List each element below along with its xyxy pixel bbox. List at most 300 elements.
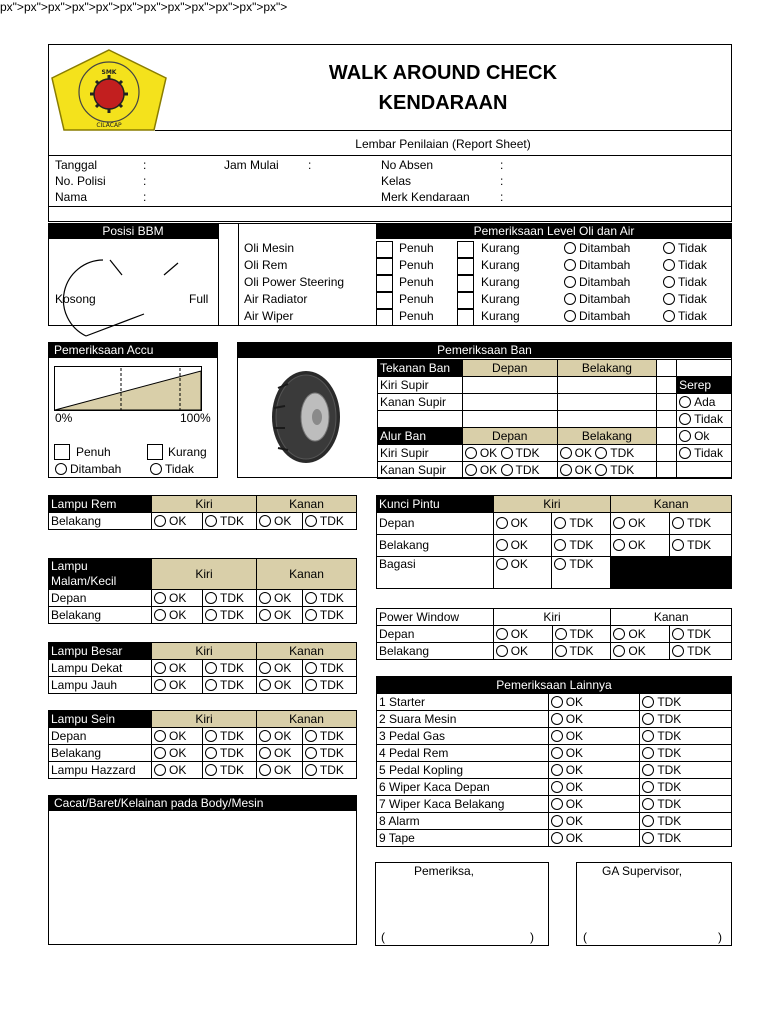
radio-icon[interactable]: [551, 747, 563, 759]
oli-penuh-label: Penuh: [399, 258, 434, 272]
oli-kurang-checkbox[interactable]: [457, 309, 474, 326]
ok-option[interactable]: [548, 745, 640, 762]
tdk-option[interactable]: [640, 813, 732, 830]
radio-icon[interactable]: [554, 558, 566, 570]
oli-ditambah-option[interactable]: [564, 241, 630, 256]
oli-ditambah-label: Ditambah: [579, 258, 631, 272]
radio-icon[interactable]: [555, 645, 567, 657]
accu-level-chart: [54, 366, 204, 414]
radio-icon[interactable]: [259, 515, 271, 527]
ok-option[interactable]: [152, 607, 203, 624]
tdk-option[interactable]: [203, 513, 257, 530]
tdk-option[interactable]: [640, 728, 732, 745]
accu-penuh-checkbox[interactable]: [54, 444, 70, 460]
tdk-option[interactable]: [640, 711, 732, 728]
empty-cell: [378, 411, 463, 428]
divider: [155, 130, 732, 131]
alur-kanan-depan[interactable]: [462, 462, 557, 479]
radio-icon[interactable]: [554, 539, 566, 551]
row-label: Lampu Hazzard: [49, 762, 152, 779]
label-no-absen: No Absen: [381, 158, 434, 172]
oli-penuh-checkbox[interactable]: [376, 258, 393, 275]
accu-hundred-label: 100%: [180, 411, 211, 425]
oli-item: Oli Mesin: [244, 241, 295, 255]
row-label: Depan: [49, 728, 152, 745]
oli-ditambah-option[interactable]: [564, 309, 630, 324]
tdk-option[interactable]: [640, 694, 732, 711]
radio-icon[interactable]: [259, 747, 271, 759]
radio-icon[interactable]: [551, 696, 563, 708]
radio-icon[interactable]: [551, 764, 563, 776]
tdk-option[interactable]: [203, 660, 257, 677]
svg-text:CILACAP: CILACAP: [96, 122, 122, 129]
accu-kurang-checkbox[interactable]: [147, 444, 163, 460]
tdk-option[interactable]: [203, 728, 257, 745]
alur-kanan-belakang[interactable]: [557, 462, 657, 479]
tdk-option[interactable]: [552, 513, 611, 535]
oli-tidak-option[interactable]: [663, 309, 707, 324]
tdk-option[interactable]: [302, 590, 356, 607]
ok-label: OK: [274, 660, 292, 675]
oli-tidak-option[interactable]: [663, 241, 707, 256]
radio-icon[interactable]: [564, 242, 576, 254]
colon: :: [500, 158, 504, 172]
ok-option[interactable]: [548, 762, 640, 779]
radio-icon[interactable]: [496, 628, 508, 640]
tdk-option[interactable]: [640, 779, 732, 796]
tdk-option[interactable]: [302, 607, 356, 624]
oli-tidak-option[interactable]: [663, 292, 707, 307]
radio-icon[interactable]: [642, 764, 654, 776]
tdk-label: TDK: [657, 711, 682, 726]
radio-icon[interactable]: [259, 662, 271, 674]
radio-icon[interactable]: [551, 798, 563, 810]
oli-title: Pemeriksaan Level Oli dan Air: [376, 223, 732, 239]
radio-icon[interactable]: [305, 515, 317, 527]
ok-option[interactable]: [257, 762, 303, 779]
radio-icon[interactable]: [663, 293, 675, 305]
empty-cell: [657, 428, 677, 445]
radio-icon[interactable]: [642, 815, 654, 827]
oli-penuh-checkbox[interactable]: [376, 275, 393, 292]
oli-kurang-checkbox[interactable]: [457, 241, 474, 258]
radio-icon[interactable]: [305, 730, 317, 742]
radio-icon[interactable]: [672, 539, 684, 551]
tdk-label: TDK: [220, 762, 244, 777]
radio-icon[interactable]: [154, 747, 166, 759]
ok-label: OK: [274, 745, 292, 760]
radio-icon[interactable]: [642, 747, 654, 759]
accu-tidak-option[interactable]: [150, 462, 194, 477]
ok-option[interactable]: [493, 535, 552, 557]
accu-zero-label: 0%: [55, 411, 73, 425]
radio-icon[interactable]: [642, 832, 654, 844]
alur-kiri-belakang[interactable]: [557, 445, 657, 462]
radio-icon[interactable]: [642, 730, 654, 742]
row-label: Belakang: [377, 643, 494, 660]
radio-icon[interactable]: [642, 781, 654, 793]
radio-icon[interactable]: [679, 430, 691, 442]
radio-icon[interactable]: [554, 517, 566, 529]
radio-icon[interactable]: [154, 679, 166, 691]
oli-penuh-label: Penuh: [399, 275, 434, 289]
radio-icon[interactable]: [154, 764, 166, 776]
ok-option[interactable]: [257, 745, 303, 762]
ok-option[interactable]: [257, 677, 303, 694]
tdk-option[interactable]: [203, 762, 257, 779]
tdk-label: TDK: [687, 626, 712, 641]
tdk-option[interactable]: [302, 513, 356, 530]
radio-icon[interactable]: [205, 764, 217, 776]
tekanan-kiri-belakang[interactable]: [557, 377, 657, 394]
tdk-option[interactable]: [302, 728, 356, 745]
oli-tidak-option[interactable]: [663, 258, 707, 273]
ok-option[interactable]: [257, 660, 303, 677]
tdk-option[interactable]: [640, 830, 732, 847]
tdk-label: TDK: [610, 445, 635, 460]
radio-icon[interactable]: [305, 662, 317, 674]
ok-label: OK: [565, 830, 584, 845]
paren-close: ): [718, 930, 722, 944]
radio-icon[interactable]: [613, 645, 625, 657]
oli-item: Oli Power Steering: [244, 275, 345, 289]
radio-icon[interactable]: [551, 730, 563, 742]
col-kanan: Kanan: [257, 496, 357, 513]
radio-icon[interactable]: [642, 798, 654, 810]
school-logo: [50, 48, 168, 140]
ok-label: OK: [479, 445, 498, 460]
oli-kurang-label: Kurang: [481, 241, 520, 255]
radio-icon[interactable]: [501, 447, 513, 459]
row-label: 6 Wiper Kaca Depan: [377, 779, 549, 796]
radio-icon[interactable]: [551, 832, 563, 844]
tdk-option[interactable]: [670, 513, 732, 535]
ok-option[interactable]: [548, 694, 640, 711]
oli-penuh-checkbox[interactable]: [376, 292, 393, 309]
row-kanan-supir: Kanan Supir: [378, 394, 463, 411]
body-check-box[interactable]: [48, 795, 357, 945]
radio-icon[interactable]: [205, 609, 217, 621]
tdk-option[interactable]: [203, 677, 257, 694]
ok-label: OK: [565, 796, 584, 811]
row-label: Belakang: [49, 607, 152, 624]
radio-icon[interactable]: [305, 764, 317, 776]
radio-icon[interactable]: [564, 276, 576, 288]
radio-icon[interactable]: [205, 592, 217, 604]
row-label: 3 Pedal Gas: [377, 728, 549, 745]
ok-option[interactable]: [493, 513, 552, 535]
radio-icon[interactable]: [305, 747, 317, 759]
tdk-option[interactable]: [552, 535, 611, 557]
tdk-option[interactable]: [640, 796, 732, 813]
oli-ditambah-option[interactable]: [564, 275, 630, 290]
oli-tidak-label: Tidak: [678, 309, 707, 323]
tdk-label: TDK: [319, 762, 344, 777]
serep-ada-option[interactable]: [677, 394, 732, 411]
ok-option[interactable]: [548, 728, 640, 745]
oli-kurang-checkbox[interactable]: [457, 275, 474, 292]
empty-cell: [677, 462, 732, 479]
ok-label: OK: [510, 516, 528, 530]
ok-label: OK: [169, 677, 187, 692]
ok-option[interactable]: [152, 745, 203, 762]
tdk-label: TDK: [220, 590, 244, 605]
alur-kiri-depan[interactable]: [462, 445, 557, 462]
radio-icon[interactable]: [564, 310, 576, 322]
radio-icon[interactable]: [154, 515, 166, 527]
empty-cell: [657, 462, 677, 479]
oli-penuh-checkbox[interactable]: [376, 309, 393, 326]
ok-option[interactable]: [257, 590, 303, 607]
label-nama: Nama: [55, 190, 88, 204]
radio-icon[interactable]: [496, 539, 508, 551]
col-kiri: Kiri: [152, 559, 257, 590]
radio-icon[interactable]: [613, 628, 625, 640]
ok-label: OK: [169, 513, 187, 528]
radio-icon[interactable]: [551, 815, 563, 827]
tdk-option[interactable]: [302, 660, 356, 677]
tdk-option[interactable]: [552, 557, 611, 589]
lampu-sein-table: [48, 710, 357, 779]
radio-icon[interactable]: [642, 696, 654, 708]
row-label: Bagasi: [377, 557, 494, 589]
table-title: Power Window: [377, 609, 494, 626]
radio-icon[interactable]: [205, 515, 217, 527]
ok-option[interactable]: [548, 796, 640, 813]
ok-option[interactable]: [493, 557, 552, 589]
oli-kurang-label: Kurang: [481, 292, 520, 306]
ok-label: OK: [274, 590, 292, 605]
radio-icon[interactable]: [259, 592, 271, 604]
radio-icon[interactable]: [154, 730, 166, 742]
ok-option[interactable]: [257, 607, 303, 624]
radio-icon[interactable]: [555, 628, 567, 640]
radio-icon[interactable]: [560, 464, 572, 476]
radio-icon[interactable]: [663, 259, 675, 271]
tdk-label: TDK: [657, 745, 682, 760]
oli-ditambah-label: Ditambah: [579, 275, 631, 289]
radio-icon[interactable]: [679, 413, 691, 425]
radio-icon[interactable]: [595, 464, 607, 476]
tdk-option[interactable]: [552, 626, 611, 643]
ban-table: [377, 359, 732, 479]
ok-label: OK: [565, 711, 584, 726]
radio-icon[interactable]: [564, 293, 576, 305]
ok-label: OK: [510, 557, 528, 571]
radio-icon[interactable]: [642, 713, 654, 725]
paren-open: (: [381, 930, 385, 944]
row-label: Lampu Dekat: [49, 660, 152, 677]
tdk-option[interactable]: [302, 677, 356, 694]
radio-icon[interactable]: [205, 730, 217, 742]
radio-icon[interactable]: [205, 747, 217, 759]
col-kiri: Kiri: [152, 496, 257, 513]
radio-icon[interactable]: [679, 447, 691, 459]
tdk-label: TDK: [569, 626, 594, 641]
tdk-label: TDK: [657, 813, 682, 828]
ok-option[interactable]: [152, 660, 203, 677]
tekanan-kanan-depan[interactable]: [462, 394, 557, 411]
row-label: 8 Alarm: [377, 813, 549, 830]
empty-cell: [677, 360, 732, 377]
tdk-label: TDK: [569, 538, 594, 552]
radio-icon[interactable]: [465, 464, 477, 476]
label-kelas: Kelas: [381, 174, 412, 188]
radio-icon[interactable]: [305, 592, 317, 604]
ok-label: OK: [169, 607, 187, 622]
tekanan-kanan-belakang[interactable]: [557, 394, 657, 411]
tdk-option[interactable]: [640, 745, 732, 762]
tdk-option[interactable]: [552, 643, 611, 660]
ok-option[interactable]: [611, 513, 670, 535]
lampu-malam-table: [48, 558, 357, 624]
ok-option[interactable]: [548, 813, 640, 830]
tdk-label: TDK: [319, 745, 344, 760]
accu-ditambah-option[interactable]: [55, 462, 121, 477]
blocked-cell: [611, 557, 732, 589]
ok-option[interactable]: [611, 643, 670, 660]
tdk-option[interactable]: [640, 762, 732, 779]
oli-kurang-label: Kurang: [481, 275, 520, 289]
radio-icon[interactable]: [259, 764, 271, 776]
tdk-option[interactable]: [670, 643, 732, 660]
radio-icon[interactable]: [259, 679, 271, 691]
table-title: Pemeriksaan Lainnya: [377, 677, 732, 694]
oli-penuh-checkbox[interactable]: [376, 241, 393, 258]
row-label: 5 Pedal Kopling: [377, 762, 549, 779]
radio-icon[interactable]: [551, 781, 563, 793]
tdk-label: TDK: [657, 796, 682, 811]
paren-close: ): [530, 930, 534, 944]
tdk-option[interactable]: [302, 745, 356, 762]
ok-option[interactable]: [611, 535, 670, 557]
radio-icon[interactable]: [154, 662, 166, 674]
radio-icon[interactable]: [595, 447, 607, 459]
col-depan: Depan: [462, 360, 557, 377]
radio-icon[interactable]: [496, 517, 508, 529]
ok-option[interactable]: [152, 762, 203, 779]
row-label: Depan: [49, 590, 152, 607]
ok-label: OK: [169, 762, 187, 777]
row-label: Lampu Jauh: [49, 677, 152, 694]
tdk-label: TDK: [687, 538, 712, 552]
ok-option[interactable]: [152, 590, 203, 607]
radio-icon[interactable]: [205, 662, 217, 674]
radio-icon[interactable]: [496, 645, 508, 657]
tdk-label: TDK: [220, 677, 244, 692]
tdk-label: TDK: [319, 677, 344, 692]
ok-label: OK: [565, 762, 584, 777]
radio-icon[interactable]: [551, 713, 563, 725]
radio-icon[interactable]: [150, 463, 162, 475]
radio-icon[interactable]: [55, 463, 67, 475]
radio-icon[interactable]: [560, 447, 572, 459]
tdk-option[interactable]: [302, 762, 356, 779]
tdk-option[interactable]: [203, 745, 257, 762]
radio-icon[interactable]: [305, 609, 317, 621]
ok-option[interactable]: [548, 779, 640, 796]
ok-option[interactable]: [152, 513, 203, 530]
ok-label: OK: [510, 626, 529, 641]
ok-option[interactable]: [152, 728, 203, 745]
serep-ok-option[interactable]: [677, 428, 732, 445]
ok-option[interactable]: [152, 677, 203, 694]
col-belakang: Belakang: [557, 428, 657, 445]
oli-kurang-checkbox[interactable]: [457, 292, 474, 309]
radio-icon[interactable]: [496, 558, 508, 570]
radio-icon[interactable]: [154, 609, 166, 621]
radio-icon[interactable]: [663, 242, 675, 254]
radio-icon[interactable]: [672, 645, 684, 657]
tdk-label: TDK: [657, 830, 682, 845]
radio-icon[interactable]: [672, 628, 684, 640]
row-label: Belakang: [377, 535, 494, 557]
ok-option[interactable]: [611, 626, 670, 643]
ok-option[interactable]: [548, 830, 640, 847]
radio-icon[interactable]: [154, 592, 166, 604]
ok-option[interactable]: [257, 728, 303, 745]
tdk-option[interactable]: [203, 607, 257, 624]
radio-icon[interactable]: [613, 517, 625, 529]
oli-ditambah-option[interactable]: [564, 258, 630, 273]
radio-icon[interactable]: [465, 447, 477, 459]
serep-tidak-option[interactable]: [677, 411, 732, 428]
oli-kurang-checkbox[interactable]: [457, 258, 474, 275]
table-title: Lampu Besar: [49, 643, 152, 660]
radio-icon[interactable]: [663, 276, 675, 288]
serep-tidak-option[interactable]: [677, 445, 732, 462]
tdk-option[interactable]: [203, 590, 257, 607]
radio-icon[interactable]: [501, 464, 513, 476]
ok-label: OK: [169, 745, 187, 760]
tdk-label: TDK: [319, 513, 344, 528]
serep-tidak-label: Tidak: [694, 445, 723, 460]
radio-icon[interactable]: [564, 259, 576, 271]
oli-ditambah-option[interactable]: [564, 292, 630, 307]
tekanan-kiri-depan[interactable]: [462, 377, 557, 394]
tdk-label: TDK: [220, 660, 244, 675]
colon: :: [143, 190, 147, 204]
colon: :: [308, 158, 312, 172]
label-tanggal: Tanggal: [55, 158, 98, 172]
ok-label: OK: [565, 728, 584, 743]
radio-icon[interactable]: [672, 517, 684, 529]
ok-option[interactable]: [548, 711, 640, 728]
radio-icon[interactable]: [663, 310, 675, 322]
radio-icon[interactable]: [259, 730, 271, 742]
oli-tidak-option[interactable]: [663, 275, 707, 290]
row-label: 7 Wiper Kaca Belakang: [377, 796, 549, 813]
tdk-label: TDK: [687, 643, 712, 658]
ok-option[interactable]: [493, 626, 552, 643]
accu-title: Pemeriksaan Accu: [48, 342, 218, 358]
radio-icon[interactable]: [679, 396, 691, 408]
ok-option[interactable]: [493, 643, 552, 660]
empty-cell: [657, 411, 677, 428]
table-title: Kunci Pintu: [377, 496, 494, 513]
radio-icon[interactable]: [205, 679, 217, 691]
subtitle: Lembar Penilaian (Report Sheet): [355, 137, 531, 151]
col-kanan: Kanan: [257, 643, 357, 660]
colon: :: [500, 174, 504, 188]
tdk-label: TDK: [220, 728, 244, 743]
tdk-option[interactable]: [670, 535, 732, 557]
radio-icon[interactable]: [305, 679, 317, 691]
radio-icon[interactable]: [613, 539, 625, 551]
tdk-option[interactable]: [670, 626, 732, 643]
ok-option[interactable]: [257, 513, 303, 530]
radio-icon[interactable]: [259, 609, 271, 621]
